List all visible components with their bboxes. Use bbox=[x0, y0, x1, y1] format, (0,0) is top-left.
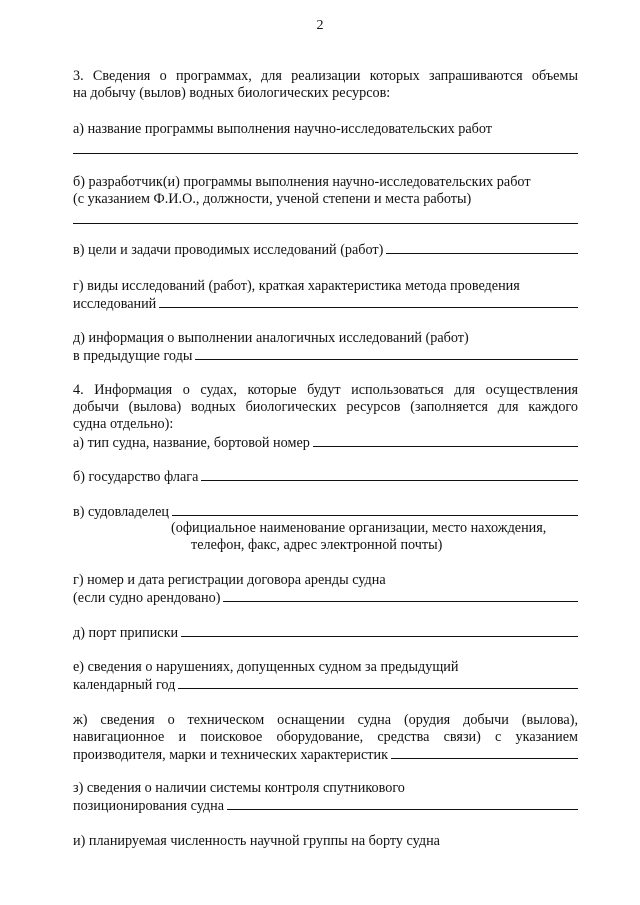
item-4z bbox=[73, 780, 578, 815]
item-3g-label-line-1: г) виды исследований (работ), краткая характеристика метода проведения bbox=[73, 278, 520, 294]
section-4-title-line-3: судна отдельно): bbox=[73, 416, 174, 432]
item-4v-label: в) судовладелец bbox=[73, 504, 169, 520]
item-4d-label: д) порт приписки bbox=[73, 625, 179, 641]
item-4z-label-line-1: з) сведения о наличии системы контроля спутникового bbox=[73, 780, 405, 796]
item-4zh bbox=[73, 712, 578, 764]
item-4d-field[interactable] bbox=[181, 624, 578, 637]
item-4e bbox=[73, 659, 578, 694]
item-3a-label: а) название программы выполнения научно-исследовательских работ bbox=[73, 121, 493, 137]
item-3d bbox=[73, 330, 578, 365]
item-3b bbox=[73, 174, 578, 224]
item-4z-label-line-2: позиционирования судна bbox=[73, 798, 225, 814]
page-number: 2 bbox=[316, 18, 324, 33]
section-4-title-line-1: 4. Информация о судах, которые будут использоваться для осуществления bbox=[73, 382, 578, 398]
section-3-title-line-1: 3. Сведения о программах, для реализации которых запрашиваются объемы bbox=[73, 68, 578, 84]
item-4zh-label-line-1: ж) сведения о техническом оснащении судна (орудия добычи (вылова), bbox=[73, 712, 578, 728]
item-4v-hint-line-2: телефон, факс, адрес электронной почты) bbox=[191, 537, 443, 553]
item-3d-field[interactable] bbox=[195, 347, 578, 360]
item-4i-label: и) планируемая численность научной группы на борту судна bbox=[73, 833, 440, 849]
item-4v-field[interactable] bbox=[172, 503, 578, 516]
item-3d-label-line-1: д) информация о выполнении аналогичных исследований (работ) bbox=[73, 330, 469, 346]
item-4zh-label-line-2: навигационное и поисковое оборудование, средства связи) с указанием bbox=[73, 729, 578, 745]
item-4e-field[interactable] bbox=[178, 676, 578, 689]
item-4v-hint-line-1: (официальное наименование организации, место нахождения, bbox=[171, 520, 547, 536]
item-4e-label-line-2: календарный год bbox=[73, 677, 176, 693]
section-4-heading bbox=[73, 382, 578, 433]
item-3d-label-line-2: в предыдущие годы bbox=[73, 348, 193, 364]
item-4i bbox=[73, 833, 578, 850]
item-3v bbox=[73, 241, 578, 259]
item-3a-field[interactable] bbox=[73, 136, 578, 154]
section-4-title-line-2: добычи (вылова) водных биологических ресурсов (заполняется для каждого bbox=[73, 399, 578, 415]
item-3v-field[interactable] bbox=[386, 241, 578, 254]
item-4v bbox=[73, 503, 578, 521]
item-4b-label: б) государство флага bbox=[73, 469, 199, 485]
item-4g-label-line-2: (если судно арендовано) bbox=[73, 590, 221, 606]
section-3-heading bbox=[73, 68, 578, 102]
item-3g-label-line-2: исследований bbox=[73, 296, 157, 312]
item-3b-label-line-2: (с указанием Ф.И.О., должности, ученой степени и места работы) bbox=[73, 191, 472, 207]
item-4b-field[interactable] bbox=[201, 468, 578, 481]
item-4zh-field[interactable] bbox=[391, 746, 578, 759]
item-4a-field[interactable] bbox=[313, 434, 578, 447]
item-4g bbox=[73, 572, 578, 607]
item-4g-field[interactable] bbox=[223, 589, 578, 602]
item-4e-label-line-1: е) сведения о нарушениях, допущенных судном за предыдущий bbox=[73, 659, 459, 675]
item-3g-field[interactable] bbox=[159, 295, 578, 308]
item-4a-label: а) тип судна, название, бортовой номер bbox=[73, 435, 310, 451]
item-4z-field[interactable] bbox=[227, 797, 578, 810]
item-4d bbox=[73, 624, 578, 642]
section-3-title-line-2: на добычу (вылов) водных биологических ресурсов: bbox=[73, 85, 391, 101]
item-4a bbox=[73, 434, 578, 452]
item-4g-label-line-1: г) номер и дата регистрации договора аренды судна bbox=[73, 572, 386, 588]
item-3v-label: в) цели и задачи проводимых исследований (работ) bbox=[73, 242, 384, 258]
item-3a bbox=[73, 121, 578, 154]
item-4b bbox=[73, 468, 578, 486]
item-3b-field[interactable] bbox=[73, 206, 578, 224]
item-4zh-label-line-3: производителя, марки и технических характеристик bbox=[73, 747, 388, 763]
item-3b-label-line-1: б) разработчик(и) программы выполнения научно-исследовательских работ bbox=[73, 174, 531, 190]
item-3g bbox=[73, 278, 578, 313]
